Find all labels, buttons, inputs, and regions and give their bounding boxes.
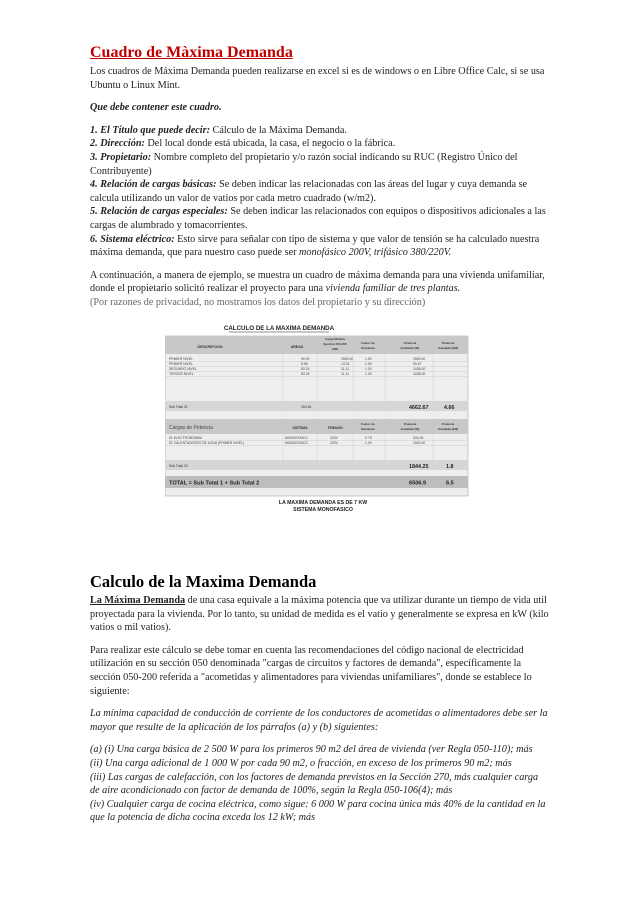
total-label: TOTAL = Sub Total 1 + Sub Total 2 [169, 480, 260, 487]
header-cell: Potencia [441, 422, 455, 426]
header-cell: Demanda [361, 427, 375, 431]
table-cell: 8.58 [301, 362, 308, 366]
header-cell: AREAS [290, 345, 304, 349]
section-paragraph: La Máxima Demanda de una casa equivale a la máxima potencia que va utilizar durante un tiempo de vida util proyectada para la vivienda. Por lo tanto, su unidad de medida es el vatio y generalmente se expresa en kW (kilo vatios o mil vatios). [90, 595, 549, 634]
table-cell: MONOFASICO [285, 436, 308, 440]
document-body [90, 44, 550, 310]
section-2 [90, 572, 550, 825]
section-paragraph: Para realizar este cálculo se debe tomar en cuenta las recomendaciones del código nacional de electricidad utilización en su sección 050 denominada "cargas de circuitos y factores de demanda", específicamente la sección 050-200 referida a "acometidas y alimentadores para viviendas unifamiliares", donde se establece lo siguiente: [90, 644, 532, 697]
table-cell: 01 CALENTADORES DE AGUA (PRIMER NIVEL) [169, 441, 245, 445]
table-cell: 1.00 [365, 357, 372, 361]
header-cell: Instalada (kW) [437, 427, 459, 431]
header-cell: DESCRIPCION [197, 345, 223, 349]
header-cell: Factor de [361, 341, 375, 345]
table-cell: 13.31 [341, 362, 350, 366]
table-cell: 220V [330, 436, 338, 440]
list-item: 6. Sistema eléctrico: Esto sirve para señalar con tipo de sistema y que valor de tensión se ha calculado nuestra máxima demanda, que para nuestro caso puede ser monofásico 200V, trifásico 380/220V. [90, 233, 540, 259]
table-cell: 4662.67 [409, 405, 429, 411]
table-cell: 6.5 [446, 480, 454, 487]
table-footer: LA MAXIMA DEMANDA ES DE 7 KW [278, 500, 368, 506]
table-cell: 1036.00 [413, 372, 426, 376]
header-cell: Demanda [361, 346, 375, 350]
table-cell: TERCER NIVEL [169, 372, 194, 376]
table-cell: 83.24 [301, 372, 310, 376]
section-title: Calculo de la Maxima Demanda [90, 572, 317, 591]
intro-paragraph: Los cuadros de Máxima Demanda pueden realizarse en excel si es de windows o en Libre Office Calc, si se usa Ubuntu o Linux Mint. [90, 66, 545, 91]
privacy-note: (Por razones de privacidad, no mostramos los datos del propietario y su dirección) [90, 296, 426, 308]
table-cell: 90.67 [413, 362, 422, 366]
table-cell: 11.11 [341, 367, 349, 371]
table-cell: MONOFASICO [285, 441, 308, 445]
table-cell: 344.25 [413, 436, 424, 440]
table-cell: 220V [330, 441, 338, 445]
rule-item: (iii) Las cargas de calefacción, con los factores de demanda previstos en la Sección 270, más cualquier carga de aire acondicionado con factor de demanda de 100%, según la Regla 050-106(4); más [90, 771, 539, 797]
table-cell: 4.66 [444, 405, 455, 411]
header-cell: Potencia [441, 341, 455, 345]
rule-item: (iv) Cualquier carga de cocina eléctrica, como sigue: 6 000 W para cocina única más 40% de la cantidad en la que la potencia de dicha cocina exceda los 12 kW; más [90, 798, 546, 824]
header-cell: CNE [331, 347, 339, 351]
table-cell: 1500.00 [413, 441, 426, 445]
table-cell: 1.00 [365, 362, 372, 366]
table-cell: 1844.25 [409, 464, 429, 470]
rule-item: (a) (i) Una carga básica de 2 500 W para los primeros 90 m2 del área de vivienda (ver Regla 050-110); más [90, 744, 533, 756]
table-cell: 1.00 [365, 441, 372, 445]
table-cell: SEGUNDO NIVEL [169, 367, 197, 371]
table-cell: PRIMER NIVEL [169, 357, 193, 361]
header-cell: Factor de [361, 422, 375, 426]
table-cell: 2500.00 [413, 357, 426, 361]
table-cell: 2500.00 [341, 357, 354, 361]
demand-table-image [165, 322, 495, 522]
header-cell: Instalada (W) [400, 427, 420, 431]
list-item: 4. Relación de cargas básicas: Se deben indicar las relacionadas con las áreas del lugar y cuya demanda se calcula utilizando un valor de vatios por cada metro cuadrado (w/m2). [90, 179, 528, 204]
table-cell: 83.24 [301, 367, 310, 371]
table-cell: 01 ELECTROBOMBA [169, 436, 202, 440]
subtotal-label: Sub Total 02 [169, 464, 188, 468]
table-cell: 0.75 [365, 436, 372, 440]
list-item: 1. El Título que puede decir: Cálculo de la Máxima Demanda. [90, 124, 347, 136]
header-cell: Potencia [403, 422, 417, 426]
table-title: CALCULO DE LA MAXIMA DEMANDA [223, 325, 335, 332]
subtotal-label: Sub Total 01 [169, 405, 188, 409]
table-cell: 11.11 [341, 372, 349, 376]
table-cell: 1036.00 [413, 367, 426, 371]
list-item: 3. Propietario: Nombre completo del propietario y/o razón social indicando su RUC (Registro Único del Contribuyente) [90, 151, 518, 177]
example-paragraph: A continuación, a manera de ejemplo, se muestra un cuadro de máxima demanda para una vivienda unifamiliar, donde el propietario solicitó realizar el proyecto para una vivienda familiar de tres plantas. [90, 269, 545, 295]
contents-list [90, 124, 550, 260]
table-cell: PRIMER NIVEL [169, 362, 193, 366]
header-cell: Carga Mínima [325, 337, 345, 341]
table-cell: 1.8 [446, 464, 454, 470]
header-cell: TENSION [327, 426, 343, 430]
table-cell: 1.00 [365, 367, 372, 371]
table-cell: 264.64 [301, 405, 312, 409]
page-title: Cuadro de Màxima Demanda [90, 44, 293, 61]
table-cell: 1.00 [365, 372, 372, 376]
header-cell: Instalada (W) [400, 346, 420, 350]
section-paragraph: La mínima capacidad de conducción de corriente de los conductores de acometidas o alimentadores debe ser la mayor que resulte de la aplicación de los párrafos (a) y (b) siguientes: [90, 708, 548, 733]
list-item: 2. Dirección: Del local donde está ubicada, la casa, el negocio o la fábrica. [90, 138, 396, 150]
header-cell: Cargas de Potencia [169, 425, 213, 431]
table-footer: SISTEMA MONOFASICO [293, 507, 353, 513]
header-cell: Potencia [403, 341, 417, 345]
header-cell: SISTEMA [292, 426, 308, 430]
rule-item: (ii) Una carga adicional de 1 000 W por cada 90 m2, o fracción, en exceso de los primeros 90 m2; más [90, 757, 512, 769]
header-cell: Instalada (kW) [437, 346, 459, 350]
table-cell: 6506.9 [409, 480, 427, 487]
contents-heading: Que debe contener este cuadro. [90, 102, 222, 114]
table-cell: 90.00 [301, 357, 310, 361]
list-item: 5. Relación de cargas especiales: Se deben indicar las relacionados con equipos o dispositivos adicionales a las cargas de alumbrado y tomacorrientes. [90, 206, 546, 231]
header-cell: Sección 050-200 [323, 342, 347, 346]
